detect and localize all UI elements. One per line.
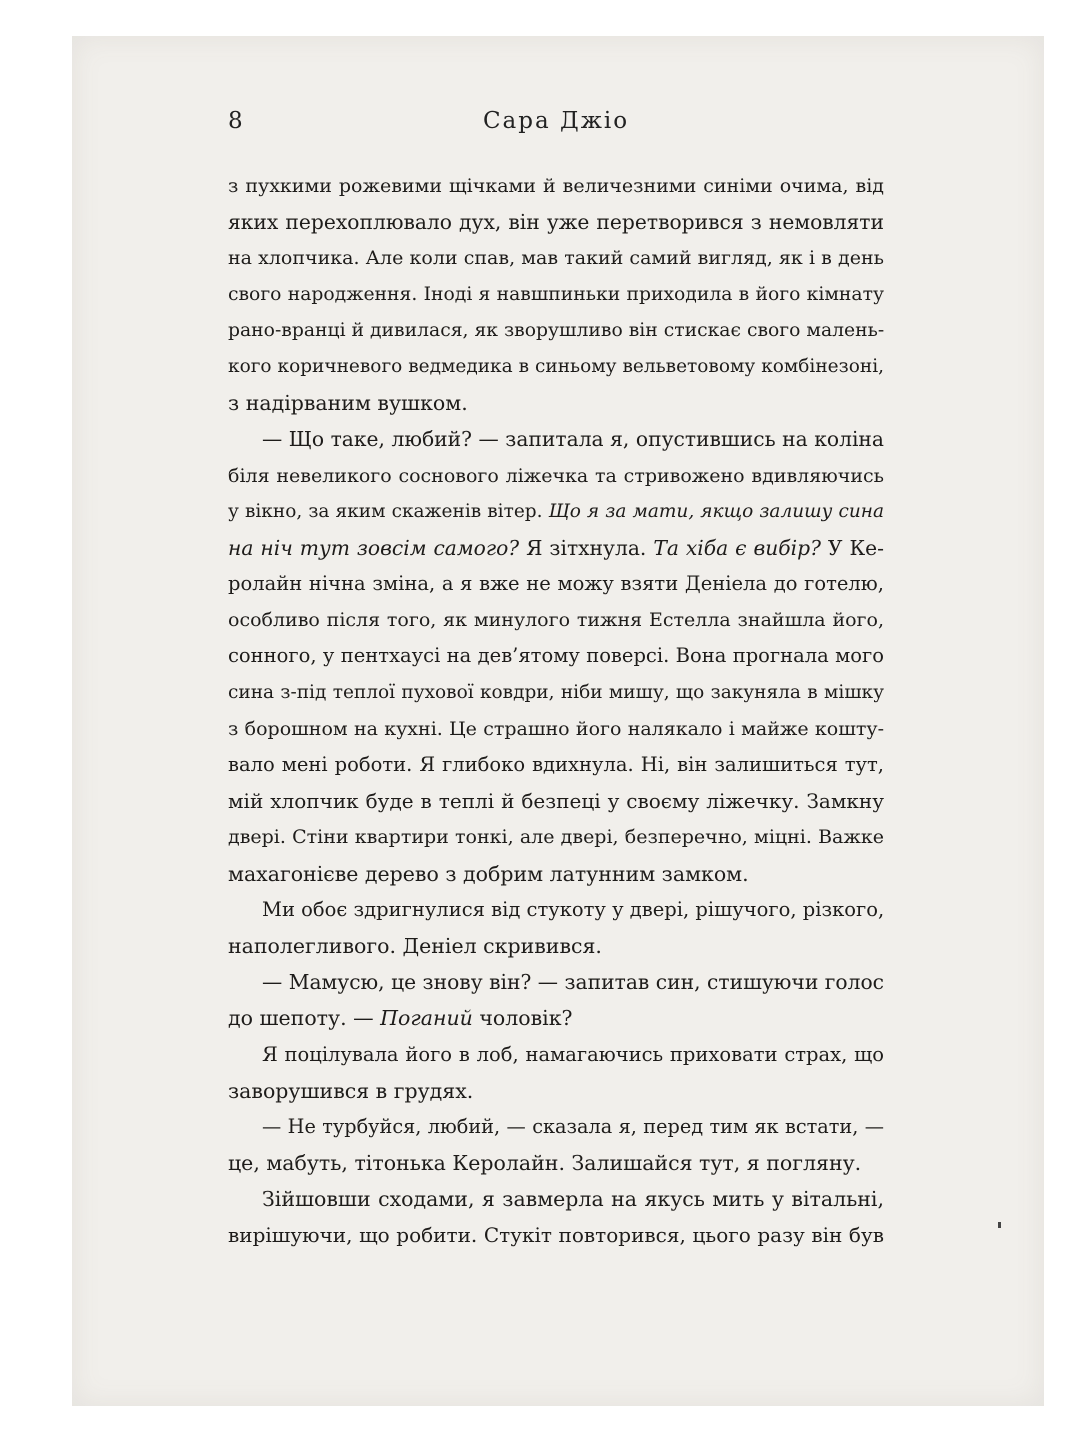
text-segment: двері. Стіни квартири тонкі, але двері, безперечно, міцні. Важке bbox=[228, 826, 884, 849]
text-line bbox=[228, 1000, 884, 1036]
italic-text: Що я за мати, якщо залишу сина bbox=[548, 500, 884, 522]
text-segment: вирішуючи, що робити. Стукіт повторився, цього разу він був bbox=[228, 1223, 884, 1248]
text-line bbox=[228, 711, 884, 747]
text-segment: з надірваним вушком. bbox=[228, 391, 468, 416]
text-segment: сонного, у пентхаусі на дев’ятому поверсі. Вона прогнала мого bbox=[228, 644, 884, 668]
corner-mark bbox=[998, 1222, 1001, 1228]
text-line bbox=[228, 313, 884, 349]
text-line bbox=[228, 1037, 884, 1073]
text-line bbox=[228, 1073, 884, 1109]
text-segment: махагонієве дерево з добрим латунним замком. bbox=[228, 861, 749, 886]
text-line bbox=[228, 385, 884, 421]
text-line bbox=[228, 675, 884, 711]
text-segment: Зійшовши сходами, я завмерла на якусь мить у вітальні, bbox=[262, 1187, 884, 1212]
text-line bbox=[228, 819, 884, 855]
text-segment: особливо після того, як минулого тижня Естелла знайшла його, bbox=[228, 609, 884, 632]
page-header bbox=[228, 108, 884, 148]
text-line bbox=[228, 421, 884, 457]
text-segment: Я зітхнула. bbox=[519, 535, 654, 560]
text-segment: біля невеликого соснового ліжечка та стривожено вдивляючись bbox=[228, 464, 884, 487]
text-segment: наполегливого. Деніел скривився. bbox=[228, 933, 602, 958]
text-line bbox=[228, 783, 884, 819]
text-line bbox=[228, 1145, 884, 1181]
text-line bbox=[228, 1217, 884, 1253]
book-page bbox=[72, 36, 1044, 1406]
text-segment: на хлопчика. Але коли спав, мав такий самий вигляд, як і в день bbox=[228, 247, 884, 270]
text-line bbox=[228, 747, 884, 783]
text-segment: до шепоту. — bbox=[228, 1006, 381, 1031]
text-segment: з борошном на кухні. Це страшно його налякало і майже кошту- bbox=[228, 717, 884, 740]
text-line bbox=[228, 204, 884, 240]
running-head: Сара Джіо bbox=[482, 108, 630, 134]
italic-text: Та хіба є вибір? bbox=[653, 535, 821, 560]
text-segment: ролайн нічна зміна, а я вже не можу взяти Деніела до готелю, bbox=[228, 572, 884, 596]
text-line bbox=[228, 964, 884, 1000]
text-line bbox=[228, 349, 884, 385]
text-segment: вало мені роботи. Я глибоко вдихнула. Ні, він залишиться тут, bbox=[228, 753, 884, 776]
text-segment: чоловік? bbox=[472, 1006, 573, 1031]
text-segment: сина з-під теплої пухової ковдри, ніби мишу, що закуняла в мішку bbox=[228, 681, 884, 703]
text-segment: Я поцілувала його в лоб, намагаючись приховати страх, що bbox=[262, 1042, 884, 1066]
text-line bbox=[228, 1109, 884, 1145]
text-line bbox=[228, 856, 884, 892]
text-line bbox=[228, 1181, 884, 1217]
text-line bbox=[228, 638, 884, 674]
text-line bbox=[228, 892, 884, 928]
text-segment: — Що таке, любий? — запитала я, опустившись на коліна bbox=[262, 427, 884, 452]
text-line bbox=[228, 566, 884, 602]
text-segment: мій хлопчик буде в теплі й безпеці у своєму ліжечку. Замкну bbox=[228, 789, 884, 814]
text-line bbox=[228, 928, 884, 964]
italic-text: Поганий bbox=[380, 1006, 473, 1031]
text-segment: рано-вранці й дивилася, як зворушливо він стискає свого малень- bbox=[228, 319, 885, 341]
text-body bbox=[228, 168, 884, 1254]
text-segment: яких перехоплювало дух, він уже перетворився з немовляти bbox=[228, 210, 884, 235]
text-line bbox=[228, 277, 884, 313]
text-segment: заворушився в грудях. bbox=[228, 1078, 474, 1103]
text-segment: у вікно, за яким скаженів вітер. bbox=[228, 500, 549, 522]
italic-text: на ніч тут зовсім самого? bbox=[228, 535, 520, 560]
text-line bbox=[228, 494, 884, 530]
text-segment: — Мамусю, це знову він? — запитав син, стишуючи голос bbox=[262, 970, 884, 995]
text-segment: кого коричневого ведмедика в синьому вельветовому комбінезоні, bbox=[228, 355, 884, 377]
text-segment: це, мабуть, тітонька Керолайн. Залишайся тут, я погляну. bbox=[228, 1151, 862, 1176]
text-line bbox=[228, 530, 884, 566]
text-line bbox=[228, 458, 884, 494]
text-segment: свого народження. Іноді я навшпиньки приходила в його кімнату bbox=[228, 283, 884, 305]
text-line bbox=[228, 602, 884, 638]
text-segment: У Ке- bbox=[820, 535, 884, 560]
text-segment: з пухкими рожевими щічками й величезними синіми очима, від bbox=[228, 175, 884, 197]
page-number: 8 bbox=[228, 108, 243, 134]
text-segment: — Не турбуйся, любий, — сказала я, перед тим як встати, — bbox=[262, 1114, 884, 1138]
text-line bbox=[228, 240, 884, 276]
text-line bbox=[228, 168, 884, 204]
text-segment: Ми обоє здригнулися від стукоту у двері, рішучого, різкого, bbox=[262, 897, 885, 921]
